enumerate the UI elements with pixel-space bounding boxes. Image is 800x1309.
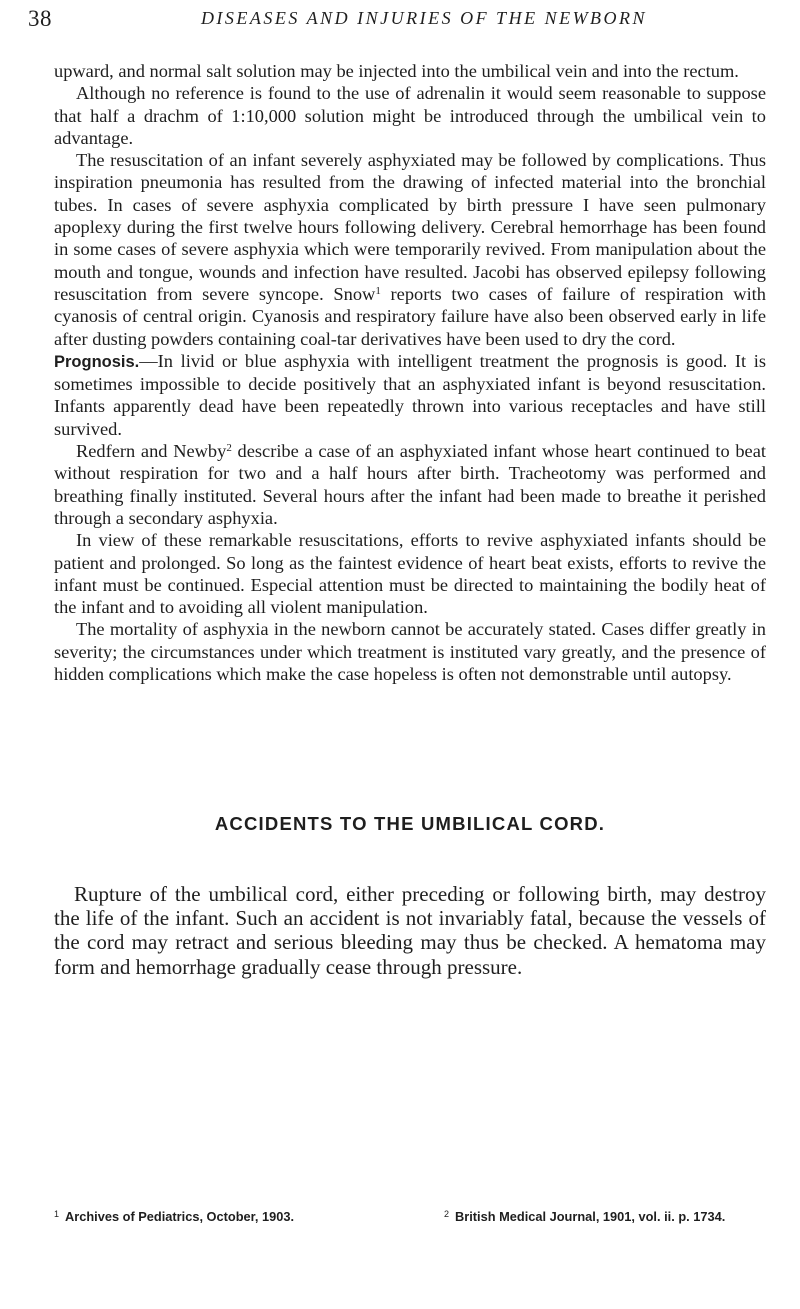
footnote-reference: 2 — [226, 442, 232, 455]
paragraph: The mortality of asphyxia in the newborn cannot be accurately stated. Cases differ greatly in severity; the circumstances under which treatment is instituted vary greatly, and the presence of hidden complications which make the case hopeless is often not demonstrable until autopsy. — [54, 619, 766, 685]
body-text — [54, 60, 766, 685]
running-title: DISEASES AND INJURIES OF THE NEWBORN — [200, 8, 648, 28]
footnote-reference: 1 — [375, 284, 381, 297]
paragraph: Although no reference is found to the use of adrenalin it would seem reasonable to suppose that half a drachm of 1:10,000 solution might be introduced through the umbilical vein to advantage. — [54, 83, 766, 148]
paragraph-text: Redfern and Newby — [76, 441, 227, 462]
paragraph-text: describe a case of an asphyxiated infant whose heart continued to beat without respiration for two and a half hours after birth. Tracheotomy was performed and breathing finally instituted. Several hours after the infant had been made to breathe it perished through a secondary asphyxia. — [54, 441, 766, 528]
prognosis-run-in-heading: Prognosis. — [54, 352, 140, 371]
running-head — [28, 6, 760, 40]
footnote-text: Archives of Pediatrics, October, 1903. — [65, 1209, 295, 1224]
paragraph: upward, and normal salt solution may be injected into the umbilical vein and into the rectum. — [54, 61, 739, 81]
footnote-mark: 1 — [54, 1209, 60, 1219]
paragraph: Rupture of the umbilical cord, either preceding or following birth, may destroy the life of the infant. Such an accident is not invariably fatal, because the vessels of the cord may retract and serious bleeding may thus be checked. A hematoma may form and hemorrhage gradually cease through pressure. — [54, 882, 766, 979]
paragraph — [54, 350, 766, 440]
paragraph — [54, 149, 766, 350]
footnote — [444, 1209, 725, 1224]
paragraph-text: reports two cases of failure of respiration with cyanosis of central origin. Cyanosis and respiratory failure have also been observed early in life after dusting powders containing coal-tar derivatives have been used to dry the cord. — [54, 283, 766, 349]
footnote-text: British Medical Journal, 1901, vol. ii. p. 1734. — [455, 1209, 726, 1224]
paragraph-text: —In livid or blue asphyxia with intelligent treatment the prognosis is good. It is sometimes impossible to decide positively that an asphyxiated infant is beyond resuscitation. Infants apparently dead have been repeatedly thrown into various receptacles and have still survived. — [54, 350, 766, 439]
footnote-mark: 2 — [444, 1209, 450, 1219]
paragraph-text: The resuscitation of an infant severely asphyxiated may be followed by complications. Thus inspiration pneumonia has resulted from the drawing of infected material into the bronchial tubes. In cases of severe asphyxia complicated by birth pressure I have seen pulmonary apoplexy during the first twelve hours following delivery. Cerebral hemorrhage has been found in some cases of severe asphyxia which were temporarily revived. From manipulation about the mouth and tongue, wounds and infection have resulted. Jacobi has observed epilepsy following resuscitation from severe syncope. Snow — [54, 150, 766, 304]
section-heading: ACCIDENTS TO THE UMBILICAL CORD. — [214, 813, 606, 834]
footnote — [54, 1209, 294, 1224]
umbilical-cord-section — [54, 813, 766, 979]
paragraph: In view of these remarkable resuscitations, efforts to revive asphyxiated infants should be patient and prolonged. So long as the faintest evidence of heart beat exists, efforts to revive the infant must be continued. Especial attention must be directed to maintaining the bodily heat of the infant and to avoiding all violent manipulation. — [54, 530, 766, 618]
page-number: 38 — [28, 6, 52, 31]
paragraph — [54, 440, 766, 529]
